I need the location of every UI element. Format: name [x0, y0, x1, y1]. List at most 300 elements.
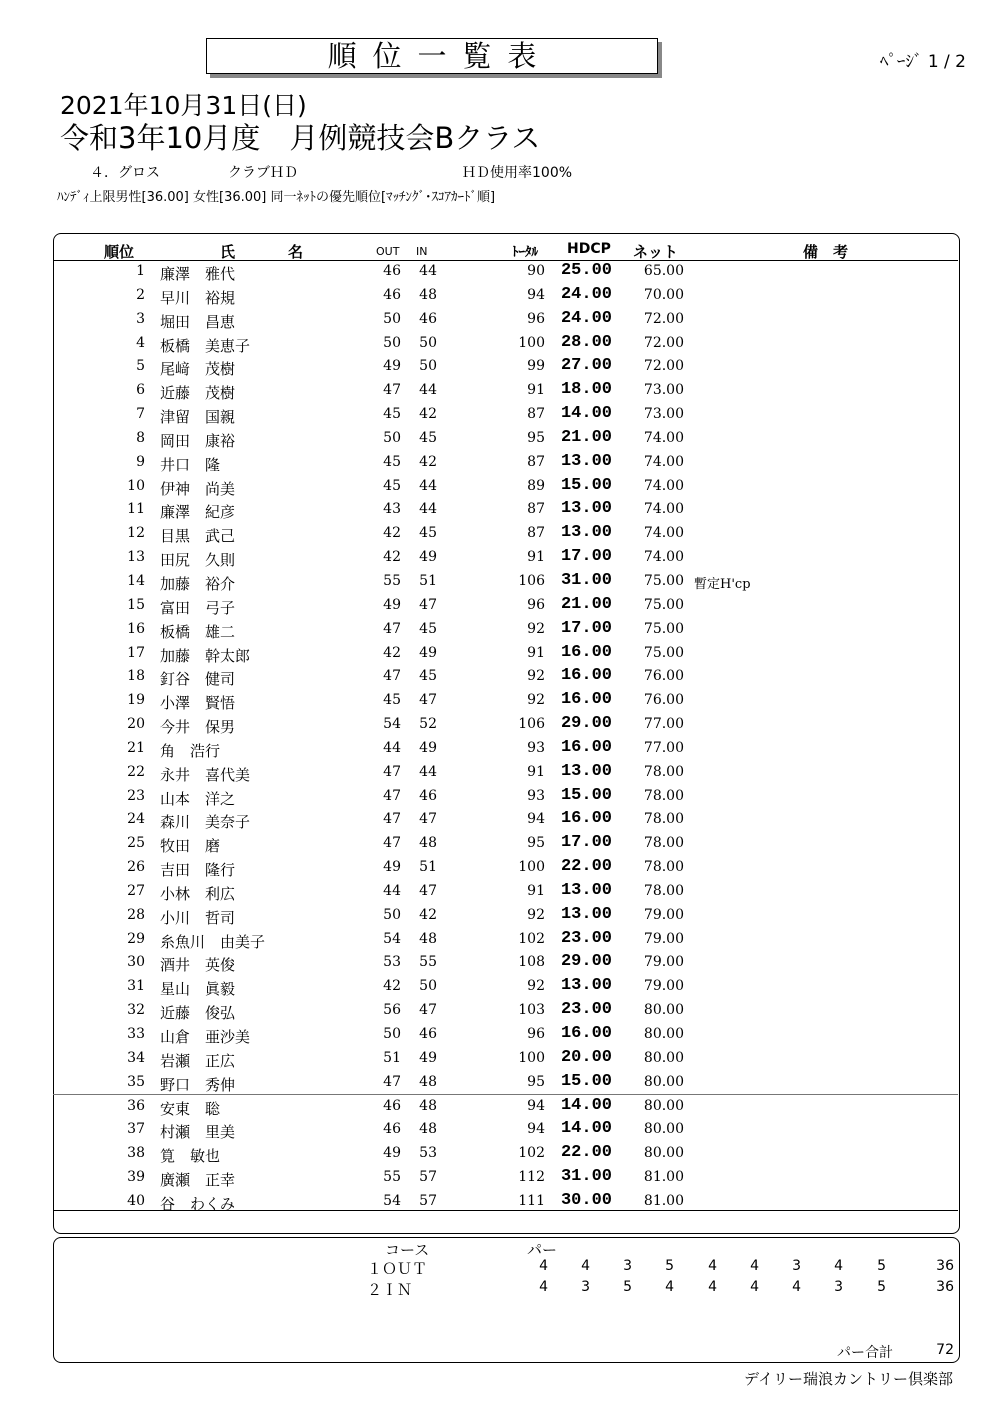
hdcp-cell: 28.00: [560, 332, 612, 352]
in-score-cell: 42: [419, 453, 437, 470]
table-row: [0, 1048, 1000, 1072]
net-score-cell: 74.00: [643, 429, 684, 446]
name-cell: 廣瀬 正幸: [160, 1171, 236, 1190]
name-cell: 牧田 磨: [160, 837, 221, 856]
in-score-cell: 44: [419, 763, 437, 780]
name-cell: 富田 弓子: [160, 598, 236, 617]
hdcp-cell: 15.00: [560, 475, 612, 495]
hdcp-cell: 13.00: [560, 523, 612, 543]
page-title: 順位一覧表: [206, 38, 658, 74]
rank-cell: 24: [127, 811, 145, 828]
rank-cell: 1: [136, 263, 145, 279]
hdcp-cell: 17.00: [560, 547, 612, 567]
hdcp-cell: 25.00: [560, 261, 612, 280]
in-score-cell: 48: [419, 930, 437, 947]
name-cell: 堀田 昌恵: [160, 312, 236, 331]
in-score-cell: 49: [419, 549, 437, 566]
in-score-cell: 49: [419, 739, 437, 756]
table-row: [0, 619, 1000, 643]
table-row: [0, 905, 1000, 929]
hdcp-cell: 24.00: [560, 284, 612, 304]
hole-par: 4: [792, 1279, 801, 1295]
name-cell: 角 浩行: [160, 741, 221, 760]
par-label: パー: [527, 1243, 558, 1260]
net-score-cell: 74.00: [643, 501, 684, 518]
hdcp-cell: 18.00: [560, 380, 612, 400]
name-cell: 筧 敏也: [160, 1147, 221, 1166]
hdcp-cell: 16.00: [560, 809, 612, 829]
out-score-cell: 47: [383, 835, 401, 852]
table-row: [0, 833, 1000, 857]
in-score-cell: 50: [419, 358, 437, 375]
hole-par: 5: [623, 1279, 632, 1295]
col-hdcp: HDCP: [567, 241, 611, 257]
hole-par: 3: [834, 1279, 843, 1295]
par-total-label: パー合計: [837, 1345, 893, 1361]
total-score-cell: 111: [518, 1192, 545, 1209]
net-score-cell: 79.00: [643, 930, 684, 947]
net-score-cell: 75.00: [643, 596, 684, 613]
name-cell: 近藤 茂樹: [160, 384, 236, 403]
out-score-cell: 47: [383, 811, 401, 828]
name-cell: 岩瀬 正広: [160, 1051, 236, 1070]
rank-cell: 34: [127, 1049, 145, 1066]
hole-par: 4: [665, 1279, 674, 1295]
in-score-cell: 47: [419, 596, 437, 613]
total-score-cell: 100: [518, 1049, 545, 1066]
name-cell: 廉澤 雅代: [160, 265, 236, 283]
course-par-total: 36: [936, 1279, 954, 1295]
net-score-cell: 81.00: [643, 1169, 684, 1186]
net-score-cell: 76.00: [643, 692, 684, 709]
total-score-cell: 91: [527, 382, 545, 399]
col-name-family: 氏: [220, 243, 236, 261]
hole-par: 4: [539, 1258, 548, 1274]
col-total: ﾄｰﾀﾙ: [512, 245, 538, 260]
in-score-cell: 51: [419, 572, 437, 589]
total-score-cell: 91: [527, 549, 545, 566]
out-score-cell: 45: [383, 453, 401, 470]
club-name: デイリー瑞浪カントリー倶楽部: [744, 1370, 953, 1388]
in-score-cell: 50: [419, 334, 437, 351]
net-score-cell: 74.00: [643, 477, 684, 494]
hdcp-cell: 29.00: [560, 714, 612, 734]
competition-name: 令和3年10月度 月例競技会Bクラス: [60, 121, 541, 155]
out-score-cell: 49: [383, 859, 401, 876]
table-row: [0, 643, 1000, 667]
name-cell: 村瀬 里美: [160, 1123, 236, 1142]
name-cell: 加藤 幹太郎: [160, 646, 251, 665]
name-cell: 板橋 雄二: [160, 622, 236, 641]
rank-cell: 3: [136, 310, 145, 327]
total-score-cell: 92: [527, 978, 545, 995]
out-score-cell: 53: [383, 954, 401, 971]
net-score-cell: 81.00: [643, 1192, 684, 1209]
col-net: ネット: [633, 243, 679, 261]
net-score-cell: 79.00: [643, 954, 684, 971]
net-score-cell: 80.00: [643, 1097, 684, 1114]
row-separator: [53, 1094, 958, 1095]
table-row: [0, 762, 1000, 786]
hdcp-cell: 13.00: [560, 976, 612, 996]
total-score-cell: 96: [527, 310, 545, 327]
total-score-cell: 96: [527, 596, 545, 613]
net-score-cell: 79.00: [643, 906, 684, 923]
net-score-cell: 74.00: [643, 549, 684, 566]
hdcp-cell: 16.00: [560, 690, 612, 710]
handicap-note: ﾊﾝﾃﾞｨ上限男性[36.00] 女性[36.00] 同一ﾈｯﾄの優先順位[ﾏｯﾁﾝｸﾞ･ｽｺｱｶｰﾄﾞ順]: [57, 190, 496, 205]
col-in: IN: [416, 245, 428, 258]
rank-cell: 11: [127, 501, 145, 518]
hdcp-cell: 13.00: [560, 499, 612, 519]
out-score-cell: 56: [383, 1002, 401, 1019]
hole-par: 4: [708, 1258, 717, 1274]
name-cell: 山倉 亜沙美: [160, 1028, 251, 1046]
rank-cell: 39: [127, 1169, 145, 1186]
hole-par: 4: [834, 1258, 843, 1274]
total-score-cell: 100: [518, 334, 545, 351]
out-score-cell: 51: [383, 1049, 401, 1066]
rank-cell: 32: [127, 1002, 145, 1019]
net-score-cell: 78.00: [643, 787, 684, 804]
in-score-cell: 45: [419, 429, 437, 446]
in-score-cell: 49: [419, 644, 437, 661]
table-row: [0, 1024, 1000, 1048]
col-rank: 順位: [104, 243, 135, 261]
total-score-cell: 87: [527, 525, 545, 542]
col-remarks: 備 考: [803, 243, 849, 261]
rank-cell: 10: [127, 477, 145, 494]
total-score-cell: 92: [527, 692, 545, 709]
in-score-cell: 44: [419, 263, 437, 279]
table-row: [0, 857, 1000, 881]
net-score-cell: 80.00: [643, 1026, 684, 1042]
name-cell: 小林 利広: [160, 884, 236, 903]
hole-par: 5: [877, 1279, 886, 1295]
hdcp-cell: 15.00: [560, 1071, 612, 1091]
rank-cell: 21: [127, 739, 145, 756]
out-score-cell: 50: [383, 334, 401, 351]
rank-cell: 4: [136, 334, 145, 351]
net-score-cell: 77.00: [643, 716, 684, 733]
hdcp-cell: 14.00: [560, 1095, 612, 1115]
table-row: [0, 976, 1000, 1000]
rank-cell: 15: [127, 596, 145, 613]
table-row: [0, 1167, 1000, 1191]
out-score-cell: 54: [383, 716, 401, 733]
out-score-cell: 49: [383, 596, 401, 613]
name-cell: 吉田 隆行: [160, 861, 236, 880]
total-score-cell: 91: [527, 644, 545, 661]
in-score-cell: 44: [419, 477, 437, 494]
out-score-cell: 45: [383, 406, 401, 423]
hole-par: 4: [581, 1258, 590, 1274]
category-label: ４．グロス: [90, 165, 160, 181]
rank-cell: 6: [136, 382, 145, 399]
out-score-cell: 49: [383, 358, 401, 375]
table-row: [0, 1143, 1000, 1167]
hd-rate-label: ＨＤ使用率100%: [462, 165, 573, 181]
course-par-frame: [53, 1237, 960, 1363]
rank-cell: 27: [127, 882, 145, 899]
hdcp-cell: 21.00: [560, 594, 612, 614]
course-label: コース: [385, 1243, 430, 1260]
rank-cell: 18: [127, 668, 145, 685]
table-row: [0, 452, 1000, 476]
out-score-cell: 45: [383, 477, 401, 494]
name-cell: 早川 裕規: [160, 288, 236, 307]
out-score-cell: 44: [383, 882, 401, 899]
name-cell: 今井 保男: [160, 718, 236, 737]
remarks-cell: 暫定H'cp: [694, 576, 751, 592]
hole-par: 4: [750, 1279, 759, 1295]
name-cell: 岡田 康裕: [160, 431, 236, 450]
hdcp-cell: 29.00: [560, 952, 612, 972]
rank-cell: 2: [136, 286, 145, 303]
net-score-cell: 72.00: [643, 310, 684, 327]
hdcp-cell: 31.00: [560, 1167, 612, 1187]
net-score-cell: 72.00: [643, 358, 684, 375]
total-score-cell: 93: [527, 739, 545, 756]
table-row: [0, 1191, 1000, 1215]
total-score-cell: 100: [518, 859, 545, 876]
rank-cell: 14: [127, 572, 145, 589]
total-score-cell: 96: [527, 1026, 545, 1042]
event-date: 2021年10月31日(日): [60, 91, 307, 120]
in-score-cell: 48: [419, 835, 437, 852]
out-score-cell: 47: [383, 1073, 401, 1090]
total-score-cell: 102: [518, 930, 545, 947]
table-bottom-divider: [53, 1210, 958, 1211]
in-score-cell: 42: [419, 906, 437, 923]
rank-cell: 37: [127, 1121, 145, 1138]
name-cell: 板橋 美恵子: [160, 336, 251, 355]
total-score-cell: 92: [527, 620, 545, 637]
net-score-cell: 65.00: [643, 263, 684, 279]
hdcp-cell: 30.00: [560, 1190, 612, 1210]
total-score-cell: 99: [527, 358, 545, 375]
rank-cell: 25: [127, 835, 145, 852]
net-score-cell: 70.00: [643, 286, 684, 303]
in-score-cell: 48: [419, 286, 437, 303]
out-score-cell: 46: [383, 263, 401, 279]
hdcp-cell: 16.00: [560, 642, 612, 662]
total-score-cell: 102: [518, 1145, 545, 1162]
name-cell: 井口 隆: [160, 455, 221, 474]
name-cell: 加藤 裕介: [160, 574, 236, 593]
out-score-cell: 55: [383, 1169, 401, 1186]
name-cell: 森川 美奈子: [160, 813, 251, 832]
hdcp-cell: 22.00: [560, 857, 612, 877]
table-row: [0, 523, 1000, 547]
net-score-cell: 73.00: [643, 406, 684, 423]
out-score-cell: 46: [383, 1121, 401, 1138]
out-score-cell: 50: [383, 1026, 401, 1042]
rank-cell: 26: [127, 859, 145, 876]
table-row: [0, 881, 1000, 905]
out-score-cell: 42: [383, 525, 401, 542]
total-score-cell: 90: [527, 263, 545, 279]
rank-cell: 28: [127, 906, 145, 923]
rank-cell: 9: [136, 453, 145, 470]
table-row: [0, 1119, 1000, 1143]
net-score-cell: 75.00: [643, 572, 684, 589]
table-row: [0, 499, 1000, 523]
hole-par: 4: [750, 1258, 759, 1274]
net-score-cell: 72.00: [643, 334, 684, 351]
in-score-cell: 45: [419, 668, 437, 685]
net-score-cell: 76.00: [643, 668, 684, 685]
in-score-cell: 47: [419, 811, 437, 828]
total-score-cell: 92: [527, 668, 545, 685]
table-row: [0, 1072, 1000, 1096]
table-row: [0, 356, 1000, 380]
rank-cell: 36: [127, 1097, 145, 1114]
hdcp-cell: 17.00: [560, 618, 612, 638]
col-out: OUT: [376, 245, 400, 258]
out-score-cell: 49: [383, 1145, 401, 1162]
out-score-cell: 50: [383, 429, 401, 446]
name-cell: 安東 聡: [160, 1099, 221, 1118]
name-cell: 津留 国親: [160, 408, 236, 427]
name-cell: 谷 わくみ: [160, 1194, 236, 1213]
hdcp-cell: 22.00: [560, 1143, 612, 1163]
hdcp-cell: 31.00: [560, 570, 612, 590]
net-score-cell: 75.00: [643, 644, 684, 661]
par-total-value: 72: [936, 1342, 954, 1358]
table-row: [0, 404, 1000, 428]
course-name: ２ＩＮ: [367, 1283, 413, 1300]
name-cell: 小川 哲司: [160, 908, 236, 927]
rank-cell: 22: [127, 763, 145, 780]
in-score-cell: 47: [419, 1002, 437, 1019]
table-row: [0, 690, 1000, 714]
total-score-cell: 95: [527, 429, 545, 446]
table-row: [0, 380, 1000, 404]
name-cell: 尾﨑 茂樹: [160, 360, 236, 379]
total-score-cell: 108: [518, 954, 545, 971]
hdcp-cell: 16.00: [560, 737, 612, 757]
total-score-cell: 91: [527, 763, 545, 780]
out-score-cell: 47: [383, 382, 401, 399]
in-score-cell: 48: [419, 1073, 437, 1090]
name-cell: 伊神 尚美: [160, 479, 236, 498]
net-score-cell: 80.00: [643, 1049, 684, 1066]
rank-cell: 20: [127, 716, 145, 733]
net-score-cell: 74.00: [643, 453, 684, 470]
hdcp-cell: 14.00: [560, 1119, 612, 1139]
rank-cell: 13: [127, 549, 145, 566]
name-cell: 星山 眞毅: [160, 980, 236, 999]
net-score-cell: 78.00: [643, 811, 684, 828]
out-score-cell: 46: [383, 1097, 401, 1114]
net-score-cell: 78.00: [643, 835, 684, 852]
total-score-cell: 89: [527, 477, 545, 494]
total-score-cell: 93: [527, 787, 545, 804]
hdcp-cell: 24.00: [560, 308, 612, 328]
table-row: [0, 714, 1000, 738]
in-score-cell: 49: [419, 1049, 437, 1066]
name-cell: 野口 秀伸: [160, 1075, 236, 1094]
out-score-cell: 55: [383, 572, 401, 589]
table-row: [0, 786, 1000, 810]
name-cell: 酒井 英俊: [160, 956, 236, 975]
course-name: １ＯＵＴ: [367, 1262, 428, 1279]
rank-cell: 35: [127, 1073, 145, 1090]
table-row: [0, 428, 1000, 452]
rank-cell: 30: [127, 954, 145, 971]
out-score-cell: 42: [383, 644, 401, 661]
hdcp-cell: 21.00: [560, 427, 612, 447]
in-score-cell: 48: [419, 1097, 437, 1114]
in-score-cell: 46: [419, 787, 437, 804]
in-score-cell: 45: [419, 620, 437, 637]
out-score-cell: 42: [383, 549, 401, 566]
table-row: [0, 595, 1000, 619]
in-score-cell: 55: [419, 954, 437, 971]
net-score-cell: 78.00: [643, 763, 684, 780]
in-score-cell: 57: [419, 1192, 437, 1209]
hdcp-cell: 17.00: [560, 833, 612, 853]
hole-par: 5: [877, 1258, 886, 1274]
hdcp-cell: 23.00: [560, 928, 612, 948]
out-score-cell: 46: [383, 286, 401, 303]
name-cell: 田尻 久則: [160, 551, 236, 570]
hole-par: 4: [539, 1279, 548, 1295]
net-score-cell: 74.00: [643, 525, 684, 542]
in-score-cell: 57: [419, 1169, 437, 1186]
table-row: [0, 809, 1000, 833]
hdcp-cell: 16.00: [560, 666, 612, 686]
out-score-cell: 43: [383, 501, 401, 518]
net-score-cell: 80.00: [643, 1121, 684, 1138]
in-score-cell: 44: [419, 501, 437, 518]
table-row: [0, 309, 1000, 333]
out-score-cell: 54: [383, 1192, 401, 1209]
total-score-cell: 106: [518, 572, 545, 589]
total-score-cell: 112: [518, 1169, 545, 1186]
course-par-total: 36: [936, 1258, 954, 1274]
name-cell: 永井 喜代美: [160, 765, 251, 784]
net-score-cell: 80.00: [643, 1002, 684, 1019]
net-score-cell: 78.00: [643, 859, 684, 876]
total-score-cell: 94: [527, 286, 545, 303]
out-score-cell: 50: [383, 906, 401, 923]
table-row: [0, 333, 1000, 357]
table-row: [0, 1000, 1000, 1024]
col-name-given: 名: [288, 243, 304, 261]
in-score-cell: 51: [419, 859, 437, 876]
table-row: [0, 476, 1000, 500]
out-score-cell: 47: [383, 668, 401, 685]
in-score-cell: 53: [419, 1145, 437, 1162]
results-rows: [0, 261, 1000, 1215]
hdcp-cell: 13.00: [560, 451, 612, 471]
total-score-cell: 95: [527, 1073, 545, 1090]
name-cell: 近藤 俊弘: [160, 1004, 236, 1023]
hdcp-cell: 14.00: [560, 404, 612, 424]
total-score-cell: 87: [527, 453, 545, 470]
hole-par: 3: [792, 1258, 801, 1274]
name-cell: 糸魚川 由美子: [160, 932, 266, 951]
table-row: [0, 571, 1000, 595]
hdcp-cell: 23.00: [560, 1000, 612, 1020]
rank-cell: 8: [136, 429, 145, 446]
name-cell: 山本 洋之: [160, 789, 236, 808]
club-hd-label: クラブＨＤ: [228, 165, 298, 181]
hdcp-cell: 15.00: [560, 785, 612, 805]
name-cell: 廉澤 紀彦: [160, 503, 236, 522]
